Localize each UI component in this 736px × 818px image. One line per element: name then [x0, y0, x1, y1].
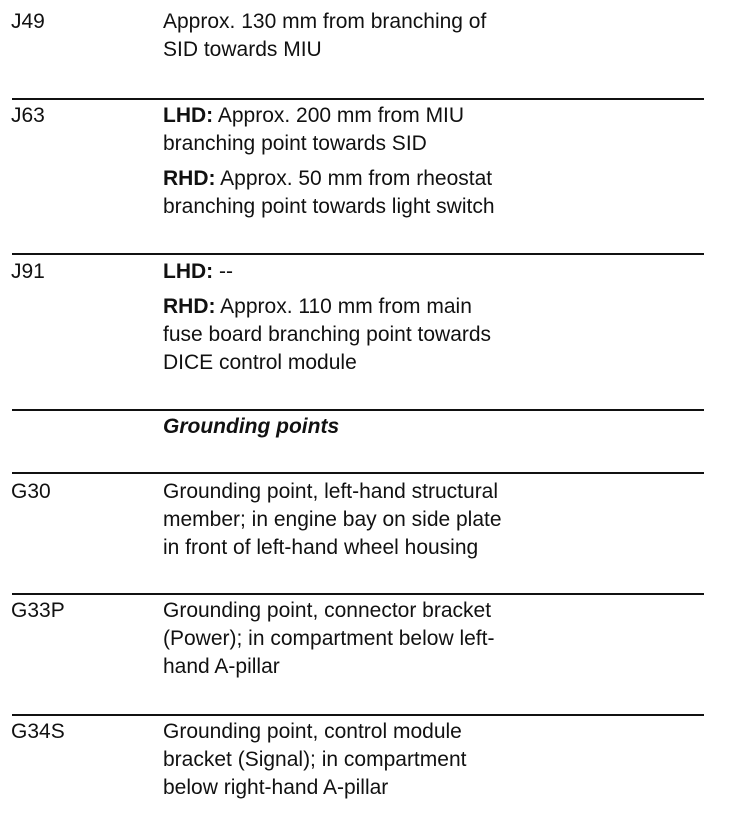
- rhd-label: RHD:: [163, 295, 216, 318]
- row-code-j49: J49: [11, 10, 45, 33]
- description-line: branching point towards light switch: [163, 195, 495, 218]
- section-heading-grounding-points: Grounding points: [163, 415, 340, 438]
- description-line: bracket (Signal); in compartment: [163, 748, 467, 771]
- description-line: [163, 258, 683, 286]
- row-description-g30: [163, 478, 683, 562]
- description-line: DICE control module: [163, 351, 357, 374]
- row-divider: [12, 98, 704, 100]
- row-description-j63: [163, 102, 683, 221]
- row-divider: [12, 472, 704, 474]
- lhd-text: Approx. 200 mm from MIU: [213, 104, 465, 127]
- lhd-label: LHD:: [163, 260, 214, 283]
- row-description-g33p: [163, 597, 683, 681]
- description-line: [163, 165, 683, 193]
- row-code-j63: J63: [11, 104, 45, 127]
- row-divider: [12, 253, 704, 255]
- description-line: SID towards MIU: [163, 38, 322, 61]
- description-line: [163, 293, 683, 321]
- description-line: in front of left-hand wheel housing: [163, 536, 479, 559]
- row-code-g34s: G34S: [11, 720, 65, 743]
- row-description-j49: [163, 8, 683, 64]
- row-description-g34s: [163, 718, 683, 802]
- description-line: member; in engine bay on side plate: [163, 508, 502, 531]
- description-line: Grounding point, left-hand structural: [163, 480, 499, 503]
- description-line: Approx. 130 mm from branching of: [163, 10, 487, 33]
- row-code-g30: G30: [11, 480, 51, 503]
- description-line: Grounding point, control module: [163, 720, 462, 743]
- rhd-label: RHD:: [163, 167, 216, 190]
- rhd-text: Approx. 50 mm from rheostat: [215, 167, 493, 190]
- description-line: [163, 102, 683, 130]
- description-line: below right-hand A-pillar: [163, 776, 389, 799]
- lhd-label: LHD:: [163, 104, 214, 127]
- description-line: branching point towards SID: [163, 132, 427, 155]
- description-line: hand A-pillar: [163, 655, 280, 678]
- row-divider: [12, 409, 704, 411]
- lhd-text: --: [213, 260, 233, 283]
- description-line: Grounding point, connector bracket: [163, 599, 492, 622]
- row-description-j91: [163, 258, 683, 377]
- description-line: (Power); in compartment below left-: [163, 627, 495, 650]
- row-divider: [12, 714, 704, 716]
- row-divider: [12, 593, 704, 595]
- row-code-g33p: G33P: [11, 599, 65, 622]
- description-line: fuse board branching point towards: [163, 323, 492, 346]
- row-code-j91: J91: [11, 260, 45, 283]
- rhd-text: Approx. 110 mm from main: [215, 295, 472, 318]
